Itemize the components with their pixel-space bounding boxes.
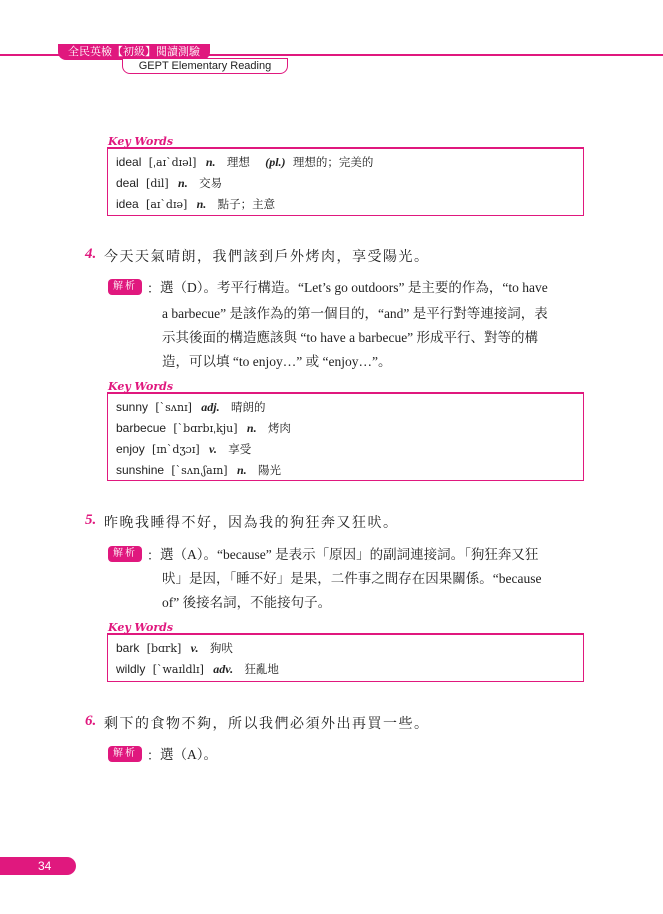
answer-explanation-line: 選（D）。考平行構造。“Let’s go outdoors” 是主要的作為，“to have bbox=[160, 280, 548, 295]
vocab-word: sunny bbox=[116, 400, 149, 414]
answer-explanation-line: a barbecue” 是該作為的第一個目的，“and” 是平行對等連接詞，表 bbox=[162, 306, 548, 321]
answer-colon: ： bbox=[147, 549, 161, 564]
answer-label-badge: 解析 bbox=[108, 279, 142, 295]
answer-label-badge: 解析 bbox=[108, 746, 142, 762]
answer-explanation-line: 吠」是因，「睡不好」是果，二件事之間存在因果關係。“because bbox=[162, 571, 542, 586]
vocab-meaning: 理想 bbox=[226, 155, 250, 169]
question-sentence: 昨晚我睡得不好，因為我的狗狂奔又狂吠。 bbox=[104, 515, 399, 531]
vocab-part-of-speech: n. bbox=[236, 463, 247, 477]
vocab-part-of-speech: v. bbox=[209, 442, 217, 456]
vocab-part-of-speech: adj. bbox=[201, 400, 220, 414]
key-words-box bbox=[107, 633, 584, 682]
key-words-heading: Key Words bbox=[108, 135, 174, 148]
vocab-part-of-speech: n. bbox=[205, 155, 216, 169]
vocab-meaning: 陽光 bbox=[257, 463, 281, 477]
vocab-part-of-speech: n. bbox=[196, 197, 207, 211]
question-number: 6. bbox=[85, 713, 97, 729]
vocab-word: ideal bbox=[116, 155, 142, 169]
question-sentence: 今天天氣晴朗，我們該到戶外烤肉，享受陽光。 bbox=[104, 249, 430, 265]
question-sentence: 剩下的食物不夠，所以我們必須外出再買一些。 bbox=[104, 716, 430, 732]
vocab-meaning: 狂亂地 bbox=[244, 662, 279, 676]
vocab-word: sunshine bbox=[116, 463, 165, 477]
vocab-part-of-speech: v. bbox=[190, 641, 199, 655]
vocab-pronunciation: [bɑrk] bbox=[146, 642, 182, 655]
vocab-pronunciation: [ˌaɪˋdɪəl] bbox=[148, 156, 197, 169]
answer-explanation-line: 示其後面的構造應該與 “to have a barbecue” 形成平行、對等的構 bbox=[162, 330, 539, 345]
vocab-plural-tag: (pl.) bbox=[265, 155, 286, 169]
vocab-word: wildly bbox=[116, 662, 146, 676]
vocab-meaning: 點子；主意 bbox=[217, 197, 276, 211]
vocab-pronunciation: [ɪnˋdʒɔɪ] bbox=[152, 443, 200, 456]
vocab-pronunciation: [ˋsʌnɪ] bbox=[155, 401, 192, 414]
vocab-word: deal bbox=[116, 176, 139, 190]
vocab-word: barbecue bbox=[116, 421, 167, 435]
vocab-meaning: 晴朗的 bbox=[230, 400, 266, 414]
page-number: 34 bbox=[38, 859, 52, 873]
vocab-entry bbox=[116, 152, 575, 173]
key-words-box bbox=[107, 392, 584, 481]
vocab-entry bbox=[116, 397, 575, 418]
vocab-entry bbox=[116, 638, 575, 659]
vocab-part-of-speech: n. bbox=[178, 176, 188, 190]
vocab-pronunciation: [aɪˋdɪə] bbox=[146, 198, 188, 211]
vocab-word: enjoy bbox=[116, 442, 145, 456]
vocab-part-of-speech: adv. bbox=[213, 662, 234, 676]
vocab-pronunciation: [ˋbɑrbɪˌkju] bbox=[173, 422, 238, 435]
answer-explanation-line: 造，可以填 “to enjoy…” 或 “enjoy…”。 bbox=[162, 354, 392, 369]
vocab-entry bbox=[116, 460, 575, 481]
vocab-meaning: 交易 bbox=[199, 176, 223, 190]
key-words-heading: Key Words bbox=[108, 380, 174, 393]
vocab-part-of-speech: n. bbox=[246, 421, 257, 435]
vocab-entry bbox=[116, 418, 575, 439]
vocab-word: idea bbox=[116, 197, 139, 211]
answer-label-badge: 解析 bbox=[108, 546, 142, 562]
answer-explanation-line: of” 後接名詞，不能接句子。 bbox=[162, 595, 332, 610]
key-words-box bbox=[107, 147, 584, 216]
vocab-meaning: 狗吠 bbox=[209, 641, 233, 655]
vocab-pronunciation: [dil] bbox=[146, 177, 169, 190]
vocab-entry bbox=[116, 194, 575, 215]
vocab-word: bark bbox=[116, 641, 140, 655]
vocab-plural-meaning: 理想的；完美的 bbox=[292, 155, 374, 169]
question-number: 4. bbox=[85, 246, 97, 262]
vocab-meaning: 享受 bbox=[228, 442, 252, 456]
vocab-pronunciation: [ˋsʌnˌʃaɪn] bbox=[171, 464, 228, 477]
key-words-heading: Key Words bbox=[108, 621, 174, 634]
vocab-pronunciation: [ˋwaɪldlɪ] bbox=[152, 663, 204, 676]
book-title-tab: 全民英檢【初級】閱讀測驗 bbox=[58, 44, 210, 60]
vocab-entry bbox=[116, 439, 575, 460]
question-number: 5. bbox=[85, 512, 97, 528]
book-subtitle: GEPT Elementary Reading bbox=[122, 58, 288, 74]
vocab-entry bbox=[116, 173, 575, 194]
vocab-meaning: 烤肉 bbox=[267, 421, 291, 435]
answer-explanation-line: 選（A）。 bbox=[160, 747, 217, 762]
answer-colon: ： bbox=[147, 282, 161, 297]
answer-colon: ： bbox=[147, 749, 161, 764]
vocab-entry bbox=[116, 659, 575, 680]
answer-explanation-line: 選（A）。“because” 是表示「原因」的副詞連接詞。「狗狂奔又狂 bbox=[160, 547, 539, 562]
